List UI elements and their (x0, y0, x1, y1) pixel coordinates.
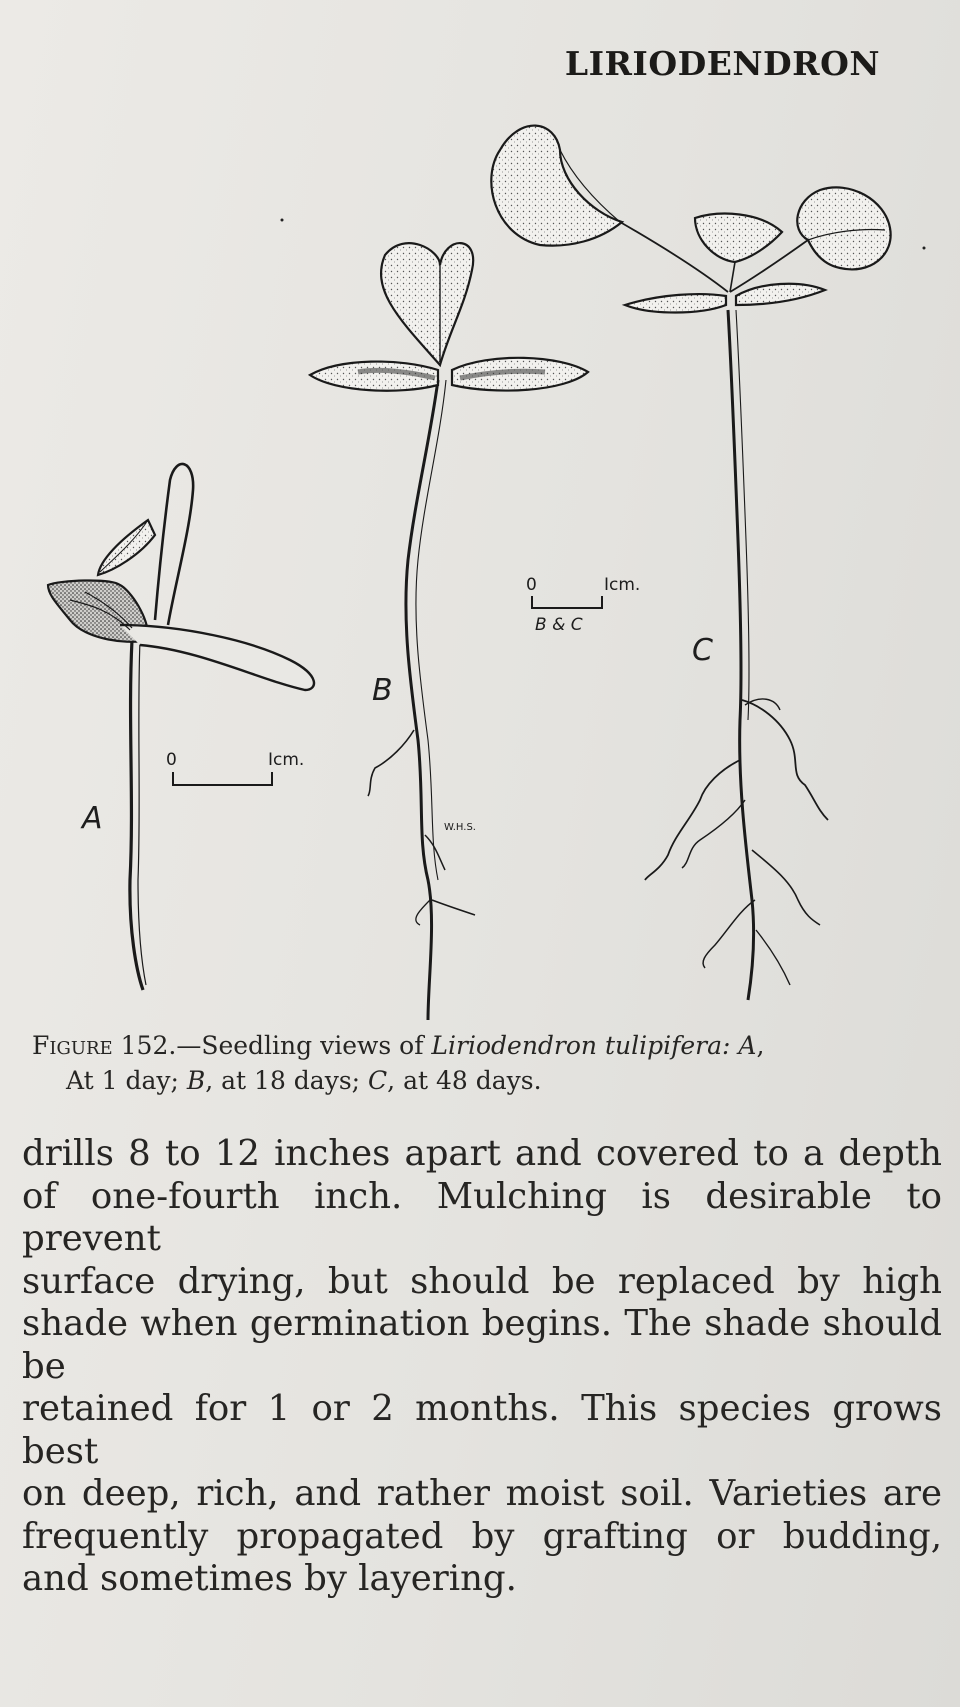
body-line-4: shade when germination begins. The shade should be (22, 1303, 942, 1387)
caption-day-b: , at 18 days; (205, 1066, 369, 1095)
seedling-a (48, 464, 314, 990)
body-line-6: on deep, rich, and rather moist soil. Varieties are (22, 1473, 942, 1514)
caption-letter-a: A (738, 1031, 757, 1060)
caption-comma-a: , (756, 1031, 765, 1060)
body-line-2: of one-fourth inch. Mulching is desirable to prevent (22, 1175, 942, 1259)
figure-label-c: C (692, 633, 713, 668)
body-line-1: drills 8 to 12 inches apart and covered to a depth (22, 1133, 942, 1174)
seedling-c (491, 126, 890, 1000)
figure-label-a: A (82, 801, 103, 836)
scale-bc-unit: Icm. (604, 575, 641, 595)
caption-letter-c: C (368, 1066, 388, 1095)
body-line-8: and sometimes by layering. (22, 1558, 517, 1599)
body-paragraph (22, 1133, 942, 1601)
caption-day-c: , at 48 days. (387, 1066, 542, 1095)
running-head: LIRIODENDRON (564, 44, 880, 83)
caption-day-a: At 1 day; (66, 1066, 187, 1095)
body-line-5: retained for 1 or 2 months. This species grows best (22, 1388, 942, 1472)
body-line-7: frequently propagated by grafting or budding, (22, 1515, 942, 1557)
scale-a-zero: 0 (166, 750, 177, 770)
scale-bar-bc (526, 575, 640, 635)
body-line-3: surface drying, but should be replaced by high (22, 1260, 942, 1302)
caption-colon: : (722, 1031, 739, 1060)
artist-initials: W.H.S. (444, 822, 476, 833)
caption-figure-number: Figure 152. (32, 1031, 177, 1060)
scale-bc-subject: B & C (535, 615, 583, 635)
caption-species: Liriodendron tulipifera (431, 1031, 723, 1060)
scale-a-unit: Icm. (268, 750, 305, 770)
scale-bc-zero: 0 (526, 575, 537, 595)
figure-caption (32, 1028, 942, 1098)
figure-label-b: B (372, 673, 393, 708)
scale-bar-a (166, 750, 304, 785)
caption-line-2 (32, 1063, 942, 1098)
caption-letter-b: B (186, 1066, 206, 1095)
caption-text-1: —Seedling views of (176, 1031, 432, 1060)
